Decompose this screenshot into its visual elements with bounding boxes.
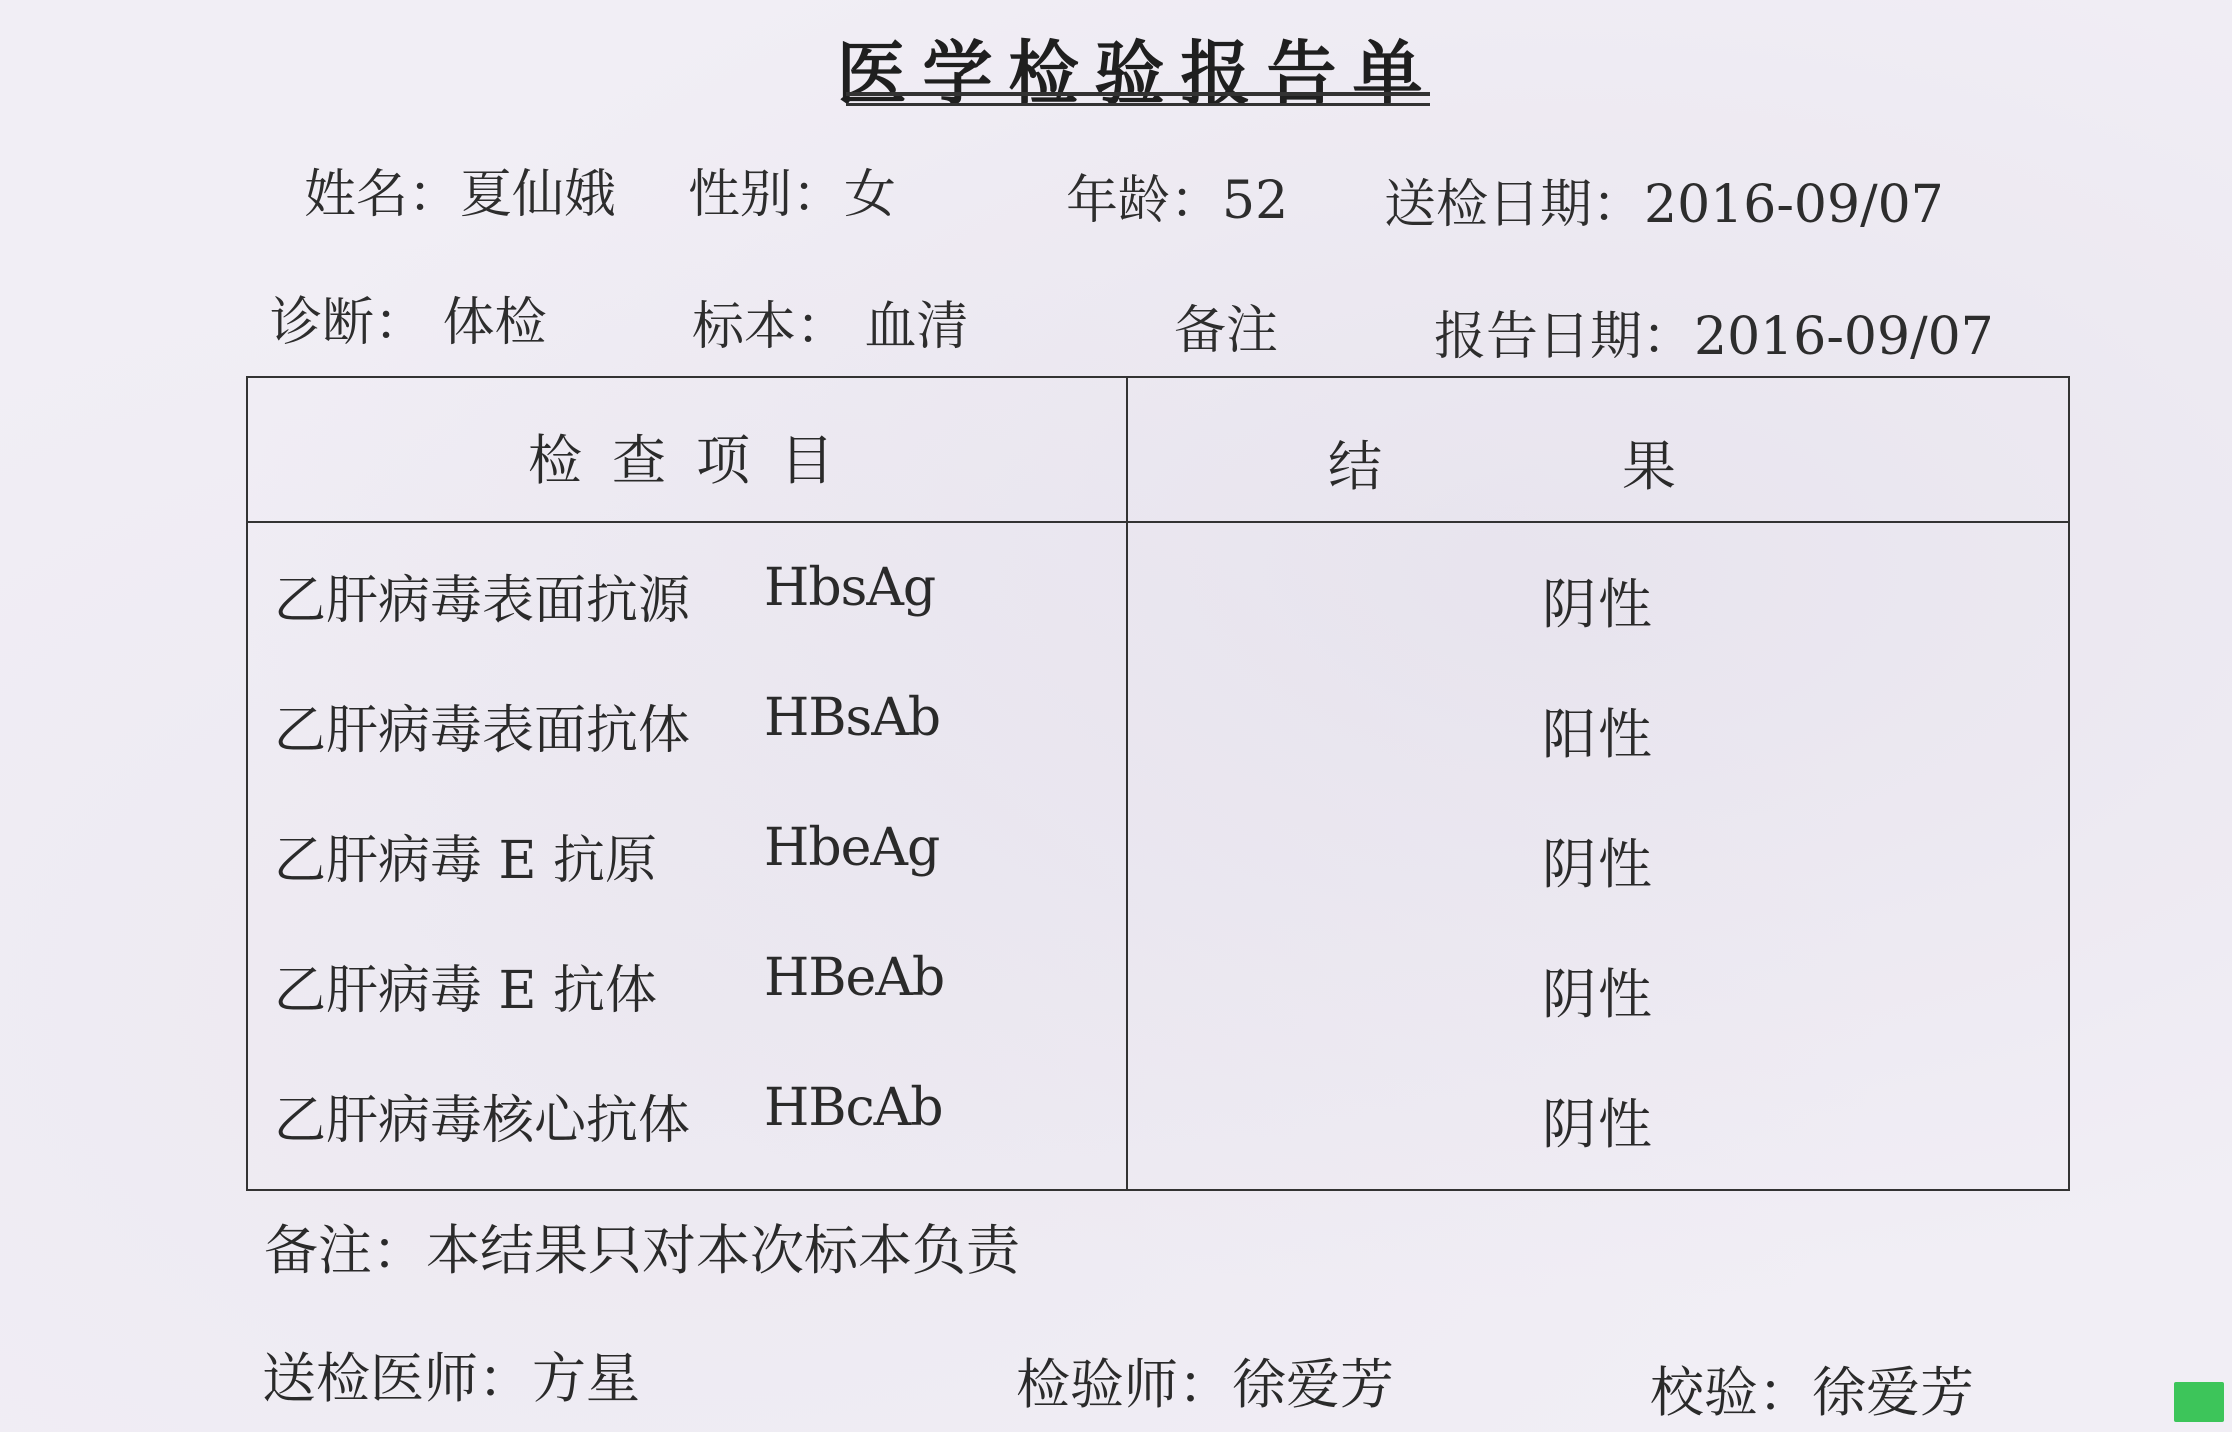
header-result-right: 果 [1622, 435, 1706, 498]
test-result: 阴性 [1542, 963, 1654, 1026]
test-abbr: HbsAg [764, 558, 936, 618]
test-abbr: HBeAb [764, 948, 945, 1008]
table-row [248, 558, 2068, 688]
test-item: 乙肝病毒 E 抗原 [274, 831, 658, 891]
test-item: 乙肝病毒核心抗体 [274, 1091, 691, 1151]
watermark-badge [2174, 1382, 2224, 1422]
test-result: 阴性 [1542, 833, 1654, 896]
patient-gender: 性别：女 [688, 165, 897, 225]
test-abbr: HbeAg [764, 818, 940, 878]
test-abbr: HBsAb [764, 688, 941, 748]
submit-date: 送检日期：2016-09/07 [1384, 175, 1944, 235]
examiner: 检验师：徐爱芳 [1016, 1353, 1394, 1416]
specimen: 标本： 血清 [692, 297, 969, 357]
diagnosis: 诊断： 体检 [270, 293, 547, 353]
table-row [248, 688, 2068, 818]
table-header-divider [248, 521, 2068, 523]
table-row [248, 1078, 2068, 1208]
report-date: 报告日期：2016-09/07 [1434, 307, 1994, 367]
footer-note: 备注：本结果只对本次标本负责 [264, 1219, 1020, 1282]
remark-label: 备注 [1174, 301, 1279, 361]
test-result: 阴性 [1542, 573, 1654, 636]
report-title: 医学检验报告单 [836, 32, 1439, 115]
verifier: 校验：徐爱芳 [1650, 1361, 1974, 1424]
header-result-left: 结 [1328, 435, 1412, 498]
test-item: 乙肝病毒 E 抗体 [274, 961, 658, 1021]
results-table [246, 376, 2070, 1191]
submitting-doctor: 送检医师：方星 [262, 1347, 640, 1410]
test-result: 阳性 [1542, 703, 1654, 766]
header-result [1328, 424, 1706, 501]
patient-age: 年龄：52 [1066, 171, 1289, 231]
test-abbr: HBcAb [764, 1078, 943, 1138]
table-row [248, 948, 2068, 1078]
test-result: 阴性 [1542, 1093, 1654, 1156]
test-item: 乙肝病毒表面抗体 [274, 701, 691, 761]
patient-name: 姓名：夏仙娥 [304, 165, 617, 225]
header-check-item: 检查项目 [528, 429, 864, 492]
title-double-underline [846, 92, 1430, 106]
table-row [248, 818, 2068, 948]
test-item: 乙肝病毒表面抗源 [274, 571, 691, 631]
